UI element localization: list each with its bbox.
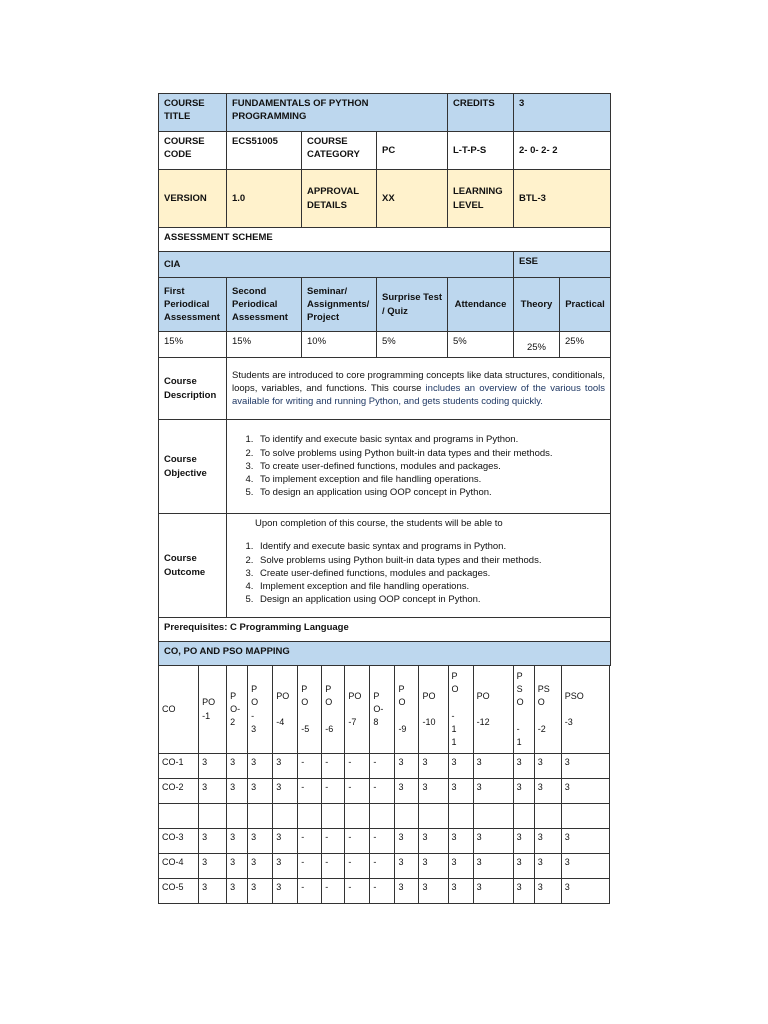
outcome-item: 4. Implement exception and file handling operations. (256, 580, 605, 593)
mapping-cell: 3 (227, 829, 248, 854)
mapping-cell: - (322, 754, 345, 779)
mapping-body (159, 754, 610, 904)
course-outcome-cell (227, 514, 611, 618)
objective-item: 2. To solve problems using Python built-in data types and their methods. (256, 447, 605, 460)
mapping-cell: 3 (273, 779, 298, 804)
assessment-value-2: 15% (227, 332, 302, 358)
mapping-row (159, 854, 610, 879)
outcome-item: 3. Create user-defined functions, modules and packages. (256, 567, 605, 580)
mapping-row (159, 779, 610, 804)
co-po-mapping-table (158, 665, 610, 904)
mapping-row (159, 829, 610, 854)
mapping-cell (395, 804, 419, 829)
mapping-cell: - (345, 754, 370, 779)
mapping-cell (248, 804, 273, 829)
outcome-item: 1. Identify and execute basic syntax and programs in Python. (256, 540, 605, 553)
mapping-cell: - (298, 879, 322, 904)
mapping-row (159, 879, 610, 904)
mapping-cell: 3 (473, 779, 513, 804)
mapping-cell (322, 804, 345, 829)
cia-label: CIA (159, 252, 514, 278)
mapping-cell: 3 (513, 829, 534, 854)
mapping-cell: 3 (395, 829, 419, 854)
course-title-label: COURSE TITLE (159, 94, 227, 132)
mapping-cell: 3 (419, 854, 448, 879)
mapping-cell: 3 (473, 754, 513, 779)
assessment-value-5: 5% (448, 332, 514, 358)
assessment-col-3: Seminar/ Assignments/ Project (302, 278, 377, 332)
learning-level-value: BTL-3 (514, 170, 611, 228)
mapping-cell: 3 (199, 879, 227, 904)
mapping-cell: 3 (473, 879, 513, 904)
mapping-cell: - (322, 779, 345, 804)
mapping-cell: - (370, 754, 395, 779)
course-category-label: COURSE CATEGORY (302, 132, 377, 170)
course-code: ECS51005 (227, 132, 302, 170)
mapping-co-label: CO-1 (159, 754, 199, 779)
mapping-cell: 3 (561, 779, 609, 804)
objective-item: 5. To design an application using OOP concept in Python. (256, 486, 605, 499)
mapping-header-cell: P O - 1 1 (448, 666, 473, 754)
mapping-cell: 3 (248, 779, 273, 804)
assessment-value-3: 10% (302, 332, 377, 358)
mapping-cell (298, 804, 322, 829)
course-objective-list-cell (227, 420, 611, 514)
mapping-header-cell: PO -4 (273, 666, 298, 754)
mapping-cell: - (345, 854, 370, 879)
assessment-value-6: 25% (514, 332, 560, 358)
assessment-value-4: 5% (377, 332, 448, 358)
mapping-cell: 3 (513, 754, 534, 779)
mapping-header-cell: P O -5 (298, 666, 322, 754)
mapping-cell: 3 (199, 854, 227, 879)
mapping-cell: 3 (561, 754, 609, 779)
mapping-co-label: CO-4 (159, 854, 199, 879)
mapping-cell: 3 (513, 854, 534, 879)
course-outcome-list (232, 540, 605, 606)
mapping-cell: 3 (448, 829, 473, 854)
assessment-value-7: 25% (560, 332, 611, 358)
mapping-cell: 3 (248, 754, 273, 779)
ltps-value: 2- 0- 2- 2 (514, 132, 611, 170)
ltps-label: L-T-P-S (448, 132, 514, 170)
prerequisites: Prerequisites: C Programming Language (159, 618, 611, 642)
mapping-cell: 3 (561, 879, 609, 904)
mapping-cell (345, 804, 370, 829)
mapping-cell: - (345, 779, 370, 804)
approval-value: XX (377, 170, 448, 228)
mapping-cell: 3 (227, 879, 248, 904)
mapping-cell: - (370, 779, 395, 804)
mapping-cell: 3 (534, 754, 561, 779)
mapping-cell: 3 (248, 879, 273, 904)
mapping-co-label: CO-2 (159, 779, 199, 804)
mapping-cell: - (322, 854, 345, 879)
assessment-scheme-title: ASSESSMENT SCHEME (159, 228, 611, 252)
mapping-cell: 3 (419, 879, 448, 904)
mapping-cell (273, 804, 298, 829)
mapping-cell: 3 (199, 829, 227, 854)
mapping-cell: - (298, 779, 322, 804)
mapping-co-label (159, 804, 199, 829)
mapping-cell: 3 (227, 754, 248, 779)
mapping-cell: - (345, 829, 370, 854)
ese-label: ESE (514, 252, 611, 278)
mapping-row (159, 804, 610, 829)
mapping-cell: 3 (419, 779, 448, 804)
mapping-cell: 3 (513, 779, 534, 804)
mapping-cell: 3 (448, 854, 473, 879)
assessment-col-5: Attendance (448, 278, 514, 332)
course-table (158, 93, 611, 666)
assessment-col-6: Theory (514, 278, 560, 332)
course-outcome-label: Course Outcome (159, 514, 227, 618)
mapping-cell: - (370, 854, 395, 879)
mapping-header-cell: PO -12 (473, 666, 513, 754)
mapping-co-label: CO-3 (159, 829, 199, 854)
mapping-header-cell: PO -10 (419, 666, 448, 754)
assessment-col-1: First Periodical Assessment (159, 278, 227, 332)
mapping-header-cell: P O- 8 (370, 666, 395, 754)
mapping-header-cell: P O - 3 (248, 666, 273, 754)
mapping-cell: 3 (448, 779, 473, 804)
mapping-cell: 3 (419, 754, 448, 779)
credits-value: 3 (514, 94, 611, 132)
mapping-cell: 3 (534, 879, 561, 904)
mapping-cell (448, 804, 473, 829)
mapping-cell (561, 804, 609, 829)
mapping-header-cell: PSO -3 (561, 666, 609, 754)
credits-label: CREDITS (448, 94, 514, 132)
course-description (227, 358, 611, 420)
course-category: PC (377, 132, 448, 170)
outcome-intro: Upon completion of this course, the students will be able to (255, 518, 503, 529)
mapping-header-cell: P S O - 1 (513, 666, 534, 754)
mapping-cell: - (370, 879, 395, 904)
mapping-cell (370, 804, 395, 829)
mapping-cell: 3 (395, 879, 419, 904)
course-code-label: COURSE CODE (159, 132, 227, 170)
mapping-cell: - (298, 754, 322, 779)
mapping-cell: 3 (248, 829, 273, 854)
mapping-co-label: CO-5 (159, 879, 199, 904)
course-objective-list (232, 433, 605, 499)
mapping-cell: - (298, 829, 322, 854)
objective-item: 4. To implement exception and file handling operations. (256, 473, 605, 486)
mapping-header-cell: CO (159, 666, 199, 754)
mapping-cell: 3 (473, 854, 513, 879)
mapping-header-cell: P O -6 (322, 666, 345, 754)
mapping-cell: 3 (273, 854, 298, 879)
objective-item: 3. To create user-defined functions, modules and packages. (256, 460, 605, 473)
mapping-cell: - (345, 879, 370, 904)
mapping-cell: 3 (534, 829, 561, 854)
course-description-text-1: Students are introduced to core programming concepts like data structures, conditionals, loops, variables, and functions. This course (232, 369, 606, 394)
mapping-cell (513, 804, 534, 829)
mapping-cell: - (322, 829, 345, 854)
mapping-header-row (159, 666, 610, 754)
mapping-cell: 3 (561, 829, 609, 854)
approval-label: APPROVAL DETAILS (302, 170, 377, 228)
mapping-cell: 3 (473, 829, 513, 854)
mapping-cell: 3 (395, 779, 419, 804)
mapping-cell: 3 (448, 879, 473, 904)
mapping-cell: 3 (227, 854, 248, 879)
mapping-cell: 3 (534, 779, 561, 804)
mapping-header-cell: PO -7 (345, 666, 370, 754)
course-description-label: Course Description (159, 358, 227, 420)
syllabus-document (158, 93, 610, 904)
mapping-cell: 3 (248, 854, 273, 879)
mapping-cell: 3 (273, 754, 298, 779)
mapping-cell: 3 (227, 779, 248, 804)
assessment-col-4: Surprise Test / Quiz (377, 278, 448, 332)
mapping-cell: - (298, 854, 322, 879)
mapping-cell: - (370, 829, 395, 854)
mapping-title: CO, PO AND PSO MAPPING (159, 642, 611, 666)
version-label: VERSION (159, 170, 227, 228)
outcome-item: 5. Design an application using OOP concept in Python. (256, 593, 605, 606)
mapping-cell: 3 (395, 854, 419, 879)
mapping-cell (419, 804, 448, 829)
mapping-cell: 3 (199, 754, 227, 779)
mapping-cell (473, 804, 513, 829)
outcome-item: 2. Solve problems using Python built-in data types and their methods. (256, 554, 605, 567)
mapping-cell: 3 (199, 779, 227, 804)
mapping-header-cell: PO -1 (199, 666, 227, 754)
mapping-cell: 3 (448, 754, 473, 779)
objective-item: 1. To identify and execute basic syntax and programs in Python. (256, 433, 605, 446)
mapping-cell (534, 804, 561, 829)
mapping-cell (199, 804, 227, 829)
mapping-header-cell: P O -9 (395, 666, 419, 754)
course-objective-label: Course Objective (159, 420, 227, 514)
course-description-text-2: includes an overview of the various tools available for writing and running Python, and gets students coding quickly. (232, 382, 606, 408)
mapping-cell: 3 (534, 854, 561, 879)
assessment-col-2: Second Periodical Assessment (227, 278, 302, 332)
mapping-cell: 3 (513, 879, 534, 904)
assessment-col-7: Practical (560, 278, 611, 332)
course-title: FUNDAMENTALS OF PYTHON PROGRAMMING (227, 94, 448, 132)
mapping-cell: 3 (395, 754, 419, 779)
mapping-cell: 3 (273, 829, 298, 854)
mapping-cell (227, 804, 248, 829)
mapping-cell: 3 (561, 854, 609, 879)
learning-level-label: LEARNING LEVEL (448, 170, 514, 228)
mapping-header-cell: PS O -2 (534, 666, 561, 754)
version-value: 1.0 (227, 170, 302, 228)
mapping-cell: 3 (419, 829, 448, 854)
assessment-value-1: 15% (159, 332, 227, 358)
mapping-cell: - (322, 879, 345, 904)
mapping-cell: 3 (273, 879, 298, 904)
mapping-header-cell: P O- 2 (227, 666, 248, 754)
mapping-row (159, 754, 610, 779)
